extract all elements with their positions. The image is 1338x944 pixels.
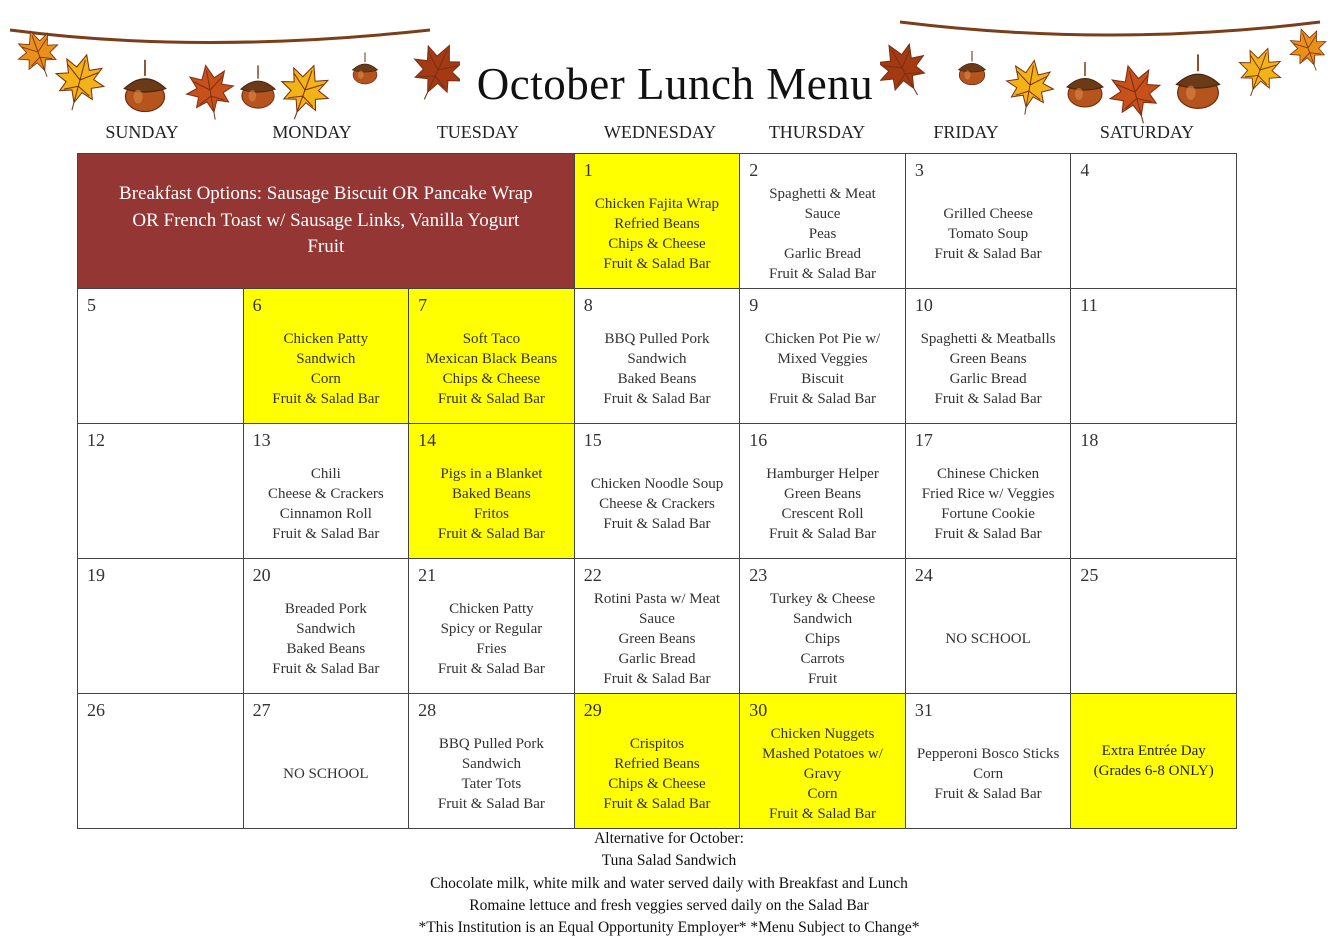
menu-item: Mashed Potatoes w/	[762, 745, 883, 762]
menu-items	[906, 316, 1071, 421]
menu-item: Sandwich	[296, 620, 356, 637]
menu-item: Crescent Roll	[781, 505, 864, 522]
day-number: 29	[583, 700, 602, 720]
menu-item: Fruit & Salad Bar	[437, 390, 545, 407]
menu-items	[575, 586, 740, 691]
calendar-week	[78, 559, 1237, 694]
menu-items	[244, 586, 409, 691]
menu-item: NO SCHOOL	[945, 630, 1031, 647]
menu-item: Fruit & Salad Bar	[768, 805, 877, 822]
day-number: 20	[252, 565, 271, 585]
day-number: 21	[418, 565, 437, 585]
menu-item: Cheese & Crackers	[267, 485, 384, 502]
day-cell-19	[78, 559, 244, 694]
menu-item: Sauce	[804, 205, 841, 222]
menu-item: Grilled Cheese	[943, 205, 1033, 222]
menu-item: Sauce	[639, 610, 675, 627]
menu-item: Fruit & Salad Bar	[603, 670, 711, 687]
menu-item: Tomato Soup	[947, 225, 1029, 242]
menu-item: Fruit & Salad Bar	[603, 515, 711, 532]
maple-leaf-icon	[1283, 23, 1334, 77]
calendar-week	[78, 694, 1237, 829]
day-cell-6	[243, 289, 409, 424]
day-number: 24	[914, 565, 933, 585]
menu-item: Fruit & Salad Bar	[934, 390, 1042, 407]
maple-leaf-icon	[1001, 56, 1057, 118]
menu-items	[244, 451, 409, 556]
menu-item: Sandwich	[627, 350, 687, 367]
day-header-thursday: THURSDAY	[768, 122, 866, 142]
day-number: 1	[583, 160, 593, 180]
menu-items	[740, 586, 905, 691]
menu-items	[906, 721, 1071, 826]
footer-line: Chocolate milk, white milk and water served daily with Breakfast and Lunch	[430, 874, 908, 892]
day-number: 19	[87, 565, 105, 585]
day-cell-13	[243, 424, 409, 559]
menu-item: Fritos	[473, 505, 509, 522]
menu-item: Fruit & Salad Bar	[272, 660, 380, 677]
day-number: 13	[252, 430, 271, 450]
calendar-week	[78, 154, 1237, 289]
menu-item: Spicy or Regular	[440, 620, 543, 637]
menu-items	[740, 451, 905, 556]
menu-items	[78, 154, 574, 288]
footer-notes	[0, 828, 1338, 939]
day-cell-11	[1071, 289, 1237, 424]
menu-item: Sandwich	[461, 755, 521, 772]
day-header-saturday: SATURDAY	[1099, 122, 1195, 142]
menu-item: Carrots	[800, 650, 845, 667]
menu-item: Pepperoni Bosco Sticks	[916, 745, 1060, 762]
day-cell-16	[740, 424, 906, 559]
menu-item: Baked Beans	[286, 640, 366, 657]
day-cell-30	[740, 694, 906, 829]
day-cell-24	[905, 559, 1071, 694]
menu-item: Soft Taco	[462, 330, 521, 347]
menu-item: Spaghetti & Meatballs	[920, 330, 1056, 347]
menu-item: Fruit & Salad Bar	[272, 525, 380, 542]
menu-item: Chili	[310, 465, 341, 482]
menu-items	[575, 721, 740, 826]
day-cell-29	[574, 694, 740, 829]
day-number: 14	[418, 430, 437, 450]
menu-item: Tater Tots	[461, 775, 522, 792]
day-number: 28	[418, 700, 437, 720]
menu-item: Chicken Pot Pie w/	[764, 330, 881, 347]
menu-item: NO SCHOOL	[283, 765, 369, 782]
day-cell-31	[905, 694, 1071, 829]
menu-items	[409, 451, 574, 556]
day-number: 3	[914, 160, 924, 180]
day-cell-8	[574, 289, 740, 424]
footer-line: *This Institution is an Equal Opportunity Employer* *Menu Subject to Change*	[418, 919, 920, 937]
maple-leaf-icon	[1230, 41, 1288, 103]
menu-items	[906, 451, 1071, 556]
day-number: 25	[1080, 565, 1099, 585]
menu-item: Chicken Fajita Wrap	[594, 195, 720, 212]
menu-item: Turkey & Cheese	[769, 590, 876, 607]
day-number: 31	[914, 700, 933, 720]
day-number: 30	[749, 700, 768, 720]
menu-item: Chicken Patty	[283, 330, 369, 347]
menu-items	[409, 721, 574, 826]
day-cell-17	[905, 424, 1071, 559]
acorn-icon	[124, 60, 165, 112]
day-number: 22	[583, 565, 602, 585]
menu-item: Crispitos	[629, 735, 685, 752]
day-cell-18	[1071, 424, 1237, 559]
menu-item: Refried Beans	[614, 215, 700, 232]
day-number: 8	[583, 295, 593, 315]
menu-item: Refried Beans	[614, 755, 700, 772]
menu-item: Fruit & Salad Bar	[603, 255, 711, 272]
menu-item: Pigs in a Blanket	[440, 465, 543, 482]
day-number: 9	[749, 295, 759, 315]
menu-item: Cinnamon Roll	[279, 505, 372, 522]
day-cell-21	[409, 559, 575, 694]
menu-item: Fruit & Salad Bar	[768, 265, 877, 282]
menu-items	[575, 316, 740, 421]
menu-item: Chips & Cheese	[608, 235, 706, 252]
day-number: 7	[418, 295, 428, 315]
acorn-icon	[352, 52, 377, 84]
menu-item: Fruit & Salad Bar	[768, 525, 877, 542]
footer-line: Romaine lettuce and fresh veggies served daily on the Salad Bar	[469, 896, 869, 914]
day-cell-2	[740, 154, 906, 289]
menu-item: Fruit & Salad Bar	[603, 390, 711, 407]
day-header-monday: MONDAY	[272, 122, 352, 142]
day-number: 12	[87, 430, 105, 450]
maple-leaf-icon	[1103, 59, 1168, 130]
menu-item: Spaghetti & Meat	[769, 185, 876, 202]
breakfast-options-banner	[78, 154, 575, 289]
menu-item: Sandwich	[296, 350, 356, 367]
maple-leaf-icon	[182, 61, 238, 123]
acorn-icon	[1067, 62, 1103, 107]
menu-items	[740, 316, 905, 421]
day-cell-14	[409, 424, 575, 559]
menu-items	[575, 451, 740, 556]
menu-item: Fruit & Salad Bar	[768, 390, 877, 407]
calendar-week	[78, 289, 1237, 424]
day-header-tuesday: TUESDAY	[436, 122, 520, 142]
menu-item: Rotini Pasta w/ Meat	[593, 590, 721, 607]
menu-item: BBQ Pulled Pork	[438, 735, 544, 752]
menu-item: Corn	[310, 370, 341, 387]
day-number: 6	[252, 295, 262, 315]
menu-item: Biscuit	[801, 370, 844, 387]
menu-items	[906, 586, 1071, 691]
menu-item: Cheese & Crackers	[599, 495, 715, 512]
menu-item: Garlic Bread	[784, 245, 862, 262]
menu-item: Green Beans	[618, 630, 696, 647]
menu-item: Fruit & Salad Bar	[437, 795, 545, 812]
menu-item: (Grades 6-8 ONLY)	[1093, 763, 1214, 779]
menu-items	[1071, 694, 1236, 828]
menu-item: Chips & Cheese	[608, 775, 706, 792]
day-cell-27	[243, 694, 409, 829]
menu-item: Green Beans	[784, 485, 862, 502]
menu-item: Breakfast Options: Sausage Biscuit OR Pancake Wrap	[119, 183, 533, 205]
menu-item: Chips & Cheese	[442, 370, 541, 387]
menu-item: Green Beans	[949, 350, 1027, 367]
menu-item: Corn	[807, 785, 838, 802]
day-number: 23	[749, 565, 768, 585]
acorn-icon	[959, 51, 986, 85]
day-cell-9	[740, 289, 906, 424]
menu-item: Fruit & Salad Bar	[272, 390, 380, 407]
day-cell-5	[78, 289, 244, 424]
menu-items	[740, 721, 905, 826]
day-number: 10	[914, 295, 933, 315]
acorn-icon	[241, 65, 275, 108]
menu-items	[409, 586, 574, 691]
day-cell-7	[409, 289, 575, 424]
calendar-grid	[77, 153, 1237, 829]
menu-item: Peas	[808, 225, 837, 242]
footer-line: Alternative for October:	[594, 830, 744, 847]
page-title: October Lunch Menu	[476, 59, 874, 109]
menu-item: Fruit & Salad Bar	[437, 525, 545, 542]
day-number: 27	[252, 700, 271, 720]
menu-item: Fruit	[307, 236, 345, 258]
maple-leaf-icon	[48, 48, 111, 116]
day-cell-10	[905, 289, 1071, 424]
menu-item: Mixed Veggies	[777, 350, 868, 367]
menu-items	[409, 316, 574, 421]
menu-items	[740, 181, 905, 286]
menu-item: Fries	[476, 640, 507, 657]
menu-item: Sandwich	[792, 610, 853, 627]
day-number: 17	[914, 430, 933, 450]
day-number: 15	[583, 430, 602, 450]
right-autumn-garland	[880, 0, 1338, 130]
menu-items	[575, 181, 740, 286]
menu-item: Garlic Bread	[618, 650, 696, 667]
menu-item: Fruit	[807, 670, 838, 687]
calendar-week	[78, 424, 1237, 559]
menu-items	[244, 316, 409, 421]
day-number: 26	[87, 700, 105, 720]
day-cell-26	[78, 694, 244, 829]
day-cell-22	[574, 559, 740, 694]
day-number: 18	[1080, 430, 1099, 450]
day-cell-12	[78, 424, 244, 559]
day-cell-15	[574, 424, 740, 559]
menu-item: BBQ Pulled Pork	[604, 330, 710, 347]
acorn-icon	[1176, 54, 1219, 108]
day-header-wednesday: WEDNESDAY	[603, 122, 717, 142]
menu-item: Chicken Patty	[449, 600, 534, 617]
day-cell-23	[740, 559, 906, 694]
menu-item: OR French Toast w/ Sausage Links, Vanilla Yogurt	[132, 209, 520, 231]
maple-leaf-icon	[271, 57, 337, 128]
menu-item: Fruit & Salad Bar	[603, 795, 711, 812]
menu-item: Fruit & Salad Bar	[934, 785, 1042, 802]
day-cell-25	[1071, 559, 1237, 694]
menu-item: Chicken Nuggets	[770, 725, 875, 742]
day-cell-20	[243, 559, 409, 694]
extra-entree-cell	[1071, 694, 1237, 829]
menu-item: Hamburger Helper	[766, 465, 879, 482]
day-header-friday: FRIDAY	[933, 122, 999, 142]
menu-item: Chips	[805, 630, 841, 647]
day-number: 2	[749, 160, 759, 180]
menu-item: Fruit & Salad Bar	[437, 660, 545, 677]
menu-item: Extra Entrée Day	[1101, 743, 1206, 759]
menu-items	[244, 721, 409, 826]
menu-item: Baked Beans	[617, 370, 697, 387]
day-cell-4	[1071, 154, 1237, 289]
day-cell-1	[574, 154, 740, 289]
menu-item: Garlic Bread	[949, 370, 1027, 387]
menu-item: Fried Rice w/ Veggies	[921, 485, 1055, 502]
day-number: 4	[1080, 160, 1090, 180]
menu-item: Fruit & Salad Bar	[934, 525, 1042, 542]
day-number: 11	[1080, 295, 1098, 315]
day-number: 16	[749, 430, 768, 450]
menu-item: Gravy	[803, 765, 842, 782]
menu-item: Fortune Cookie	[941, 505, 1035, 522]
day-cell-28	[409, 694, 575, 829]
menu-item: Mexican Black Beans	[425, 350, 558, 367]
menu-item: Chicken Noodle Soup	[590, 475, 724, 492]
day-header-sunday: SUNDAY	[105, 122, 179, 142]
menu-item: Corn	[973, 765, 1004, 782]
footer-line: Tuna Salad Sandwich	[601, 852, 737, 870]
day-cell-3	[905, 154, 1071, 289]
day-number: 5	[87, 295, 96, 315]
menu-item: Baked Beans	[452, 485, 531, 502]
menu-item: Chinese Chicken	[937, 465, 1040, 482]
menu-item: Fruit & Salad Bar	[934, 245, 1042, 262]
left-autumn-garland	[0, 0, 460, 130]
menu-items	[906, 181, 1071, 286]
menu-item: Breaded Pork	[284, 600, 367, 617]
